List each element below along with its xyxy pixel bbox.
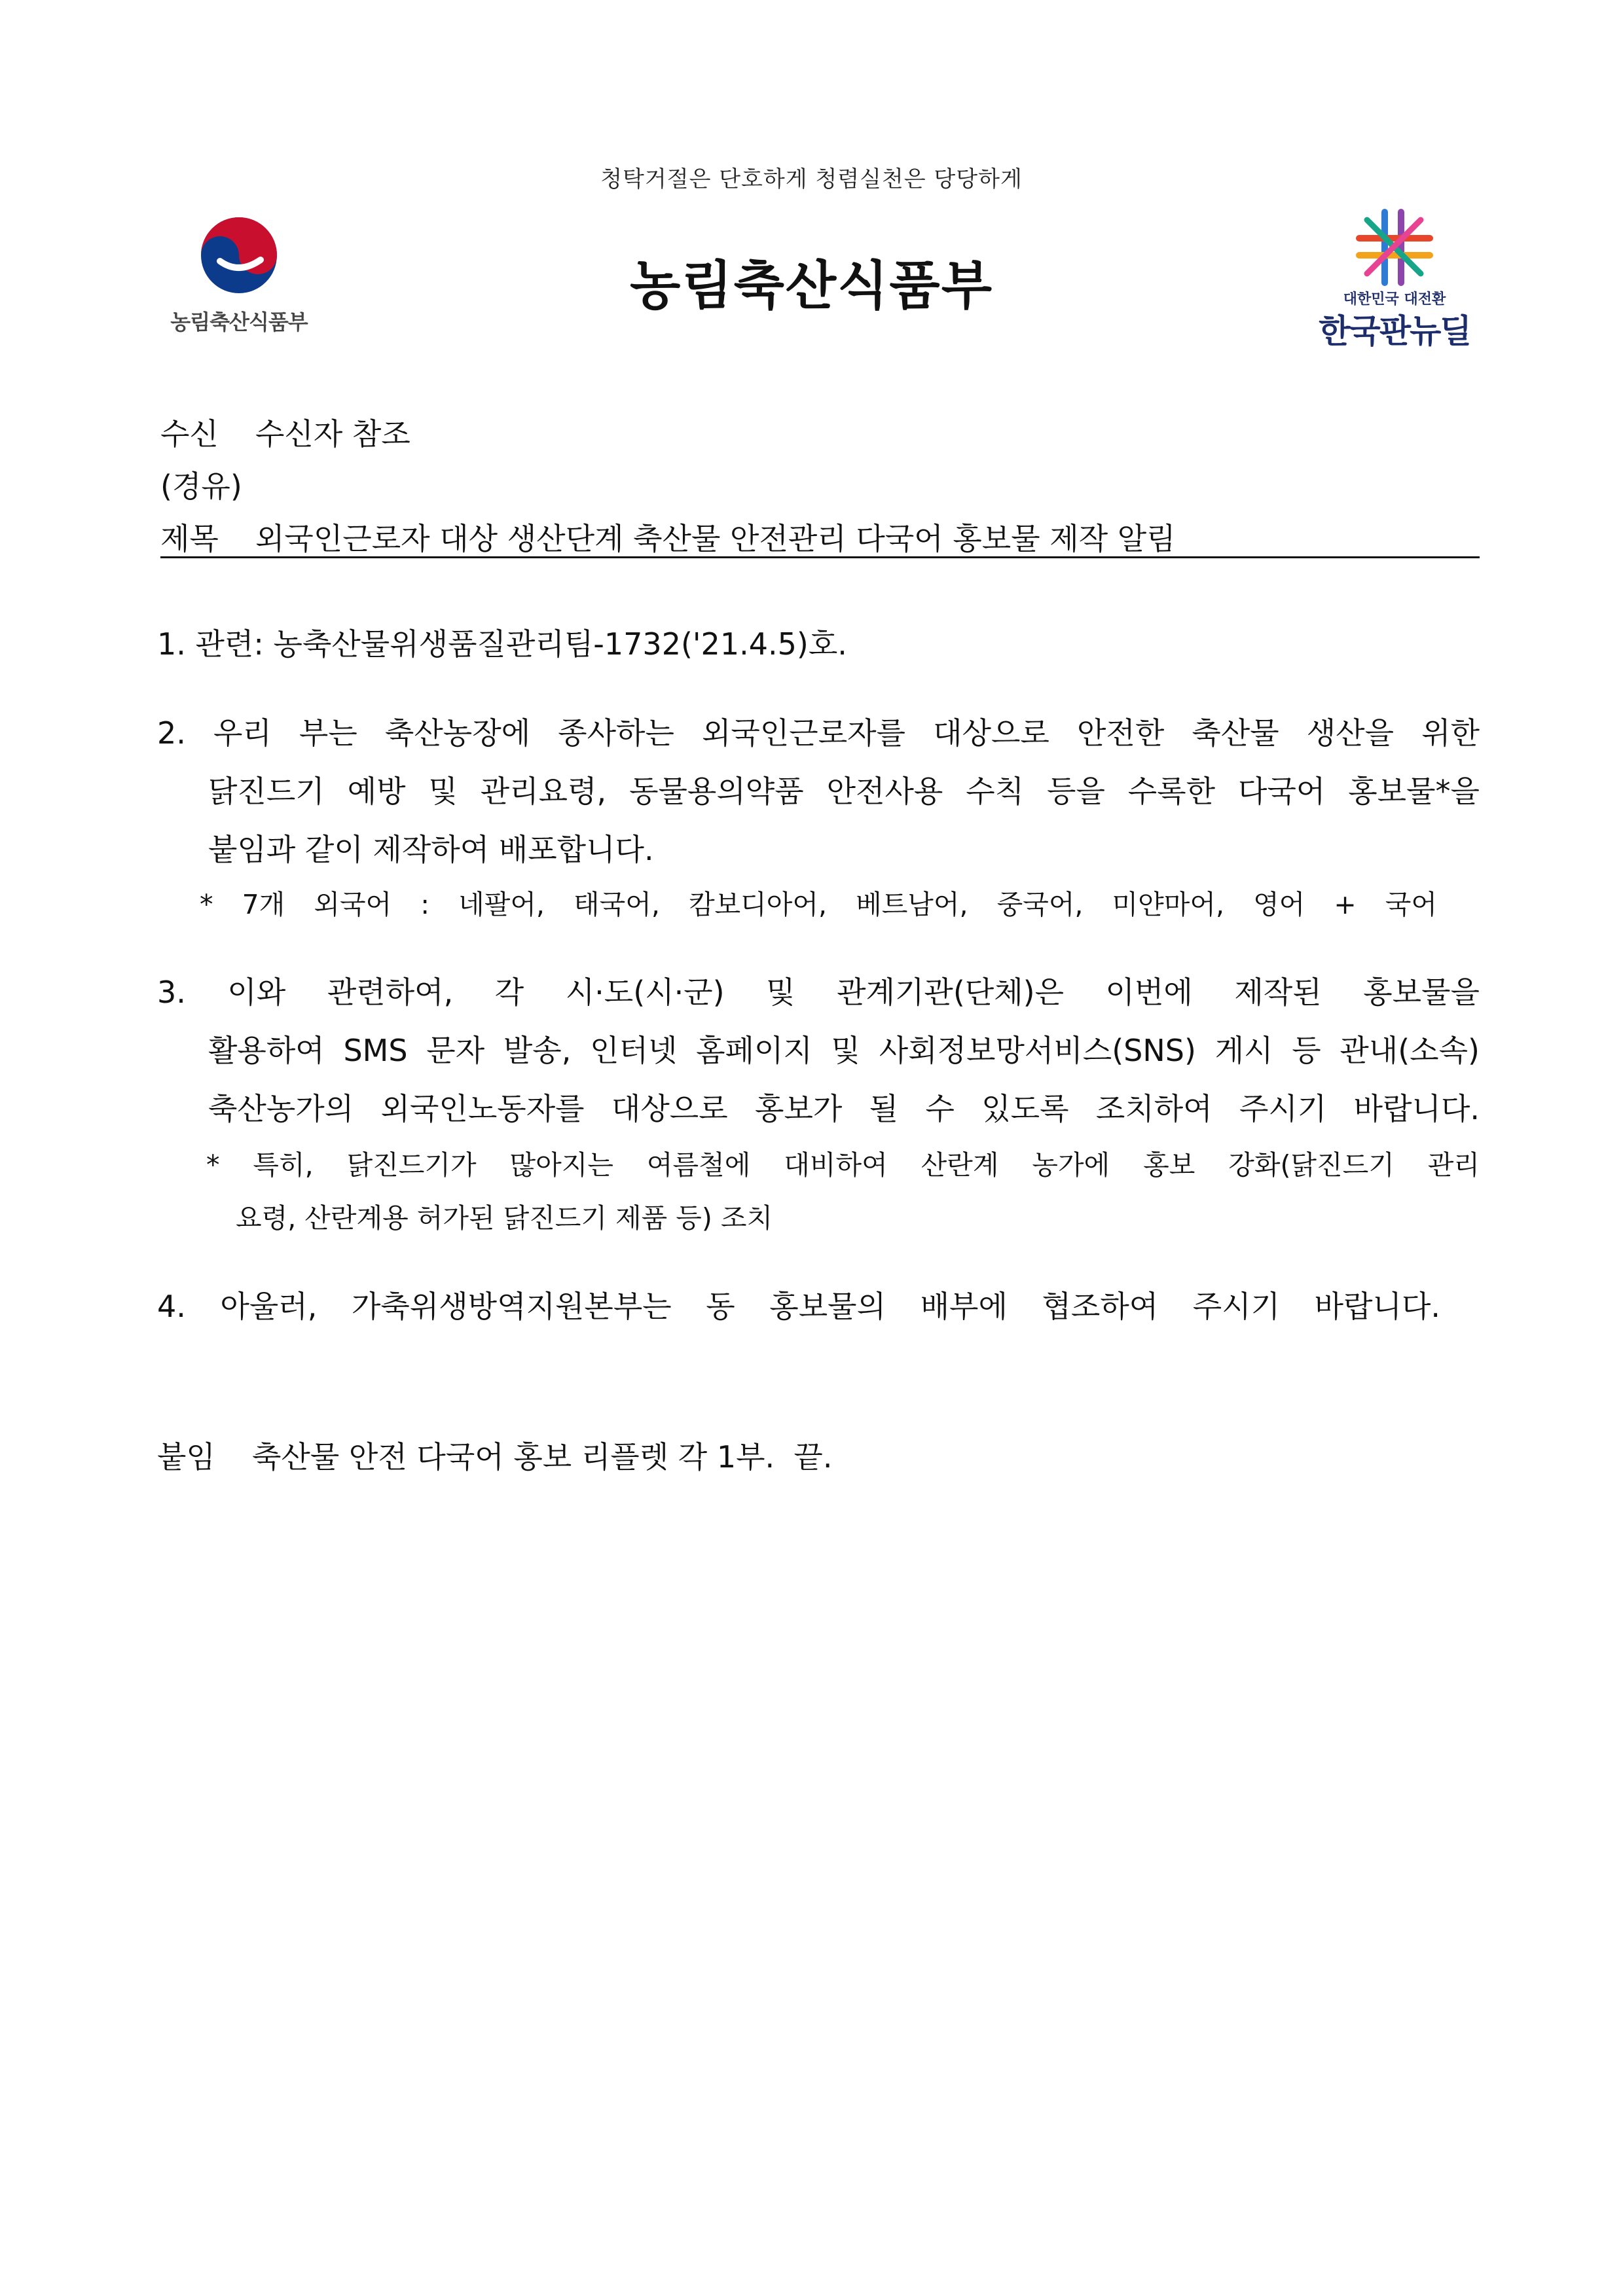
paragraph-2-line-1: 2. 우리 부는 축산농장에 종사하는 외국인근로자를 대상으로 안전한 축산물 생산을 위한 [157,715,1480,751]
paragraph-3-line-3: 축산농가의 외국인노동자를 대상으로 홍보가 될 수 있도록 조치하여 주시기 바랍니다. [208,1091,1480,1126]
paragraph-2-line-2: 닭진드기 예방 및 관리요령, 동물용의약품 안전사용 수칙 등을 수록한 다국어 홍보물*을 [208,774,1480,809]
korean-new-deal-logo [1300,208,1489,352]
attachment-row [157,1433,833,1477]
paragraph-2-line-3: 붙임과 같이 제작하여 배포합니다. [208,832,654,867]
slogan: 청탁거절은 단호하게 청렴실천은 당당하게 [600,166,1023,192]
organization-title: 농림축산식품부 [630,255,993,316]
paragraph-1: 1. 관련: 농축산물위생품질관리팀-1732('21.4.5)호. [157,626,847,662]
recipient-label: 수신 [160,416,219,452]
subject-row [160,515,1176,558]
via-row [160,463,242,506]
paragraph-3-note-line-2: 요령, 산란계용 허가된 닭진드기 제품 등) 조치 [236,1202,773,1234]
header-divider [160,556,1480,558]
paragraph-3-line-1: 3. 이와 관련하여, 각 시·도(시·군) 및 관계기관(단체)은 이번에 제작된 홍보물을 [157,975,1480,1010]
new-deal-title: 한국판뉴딜 [1319,312,1470,350]
via-label: (경유) [160,469,242,504]
paragraph-3-line-2: 활용하여 SMS 문자 발송, 인터넷 홈페이지 및 사회정보망서비스(SNS) 게시 등 관내(소속) [208,1033,1480,1068]
attachment-label: 붙임 [157,1439,215,1475]
paragraph-4: 4. 아울러, 가축위생방역지원본부는 동 홍보물의 배부에 협조하여 주시기 바랍니다. [157,1289,1440,1324]
subject-value: 외국인근로자 대상 생산단계 축산물 안전관리 다국어 홍보물 제작 알림 [255,521,1176,556]
recipient-row [160,410,410,454]
new-deal-subtitle: 대한민국 대전환 [1343,291,1446,308]
recipient-value: 수신자 참조 [255,416,410,452]
ministry-logo-text: 농림축산식품부 [170,310,308,334]
new-deal-star-icon [1355,208,1434,287]
paragraph-3-note-line-1: * 특히, 닭진드기가 많아지는 여름철에 대비하여 산란계 농가에 홍보 강화(닭진드기 관리 [206,1149,1480,1181]
paragraph-2-note: * 7개 외국어 : 네팔어, 태국어, 캄보디아어, 베트남어, 중국어, 미얀마어, 영어 + 국어 [200,889,1437,920]
subject-label: 제목 [160,521,219,556]
attachment-value: 축산물 안전 다국어 홍보 리플렛 각 1부. 끝. [252,1439,833,1475]
